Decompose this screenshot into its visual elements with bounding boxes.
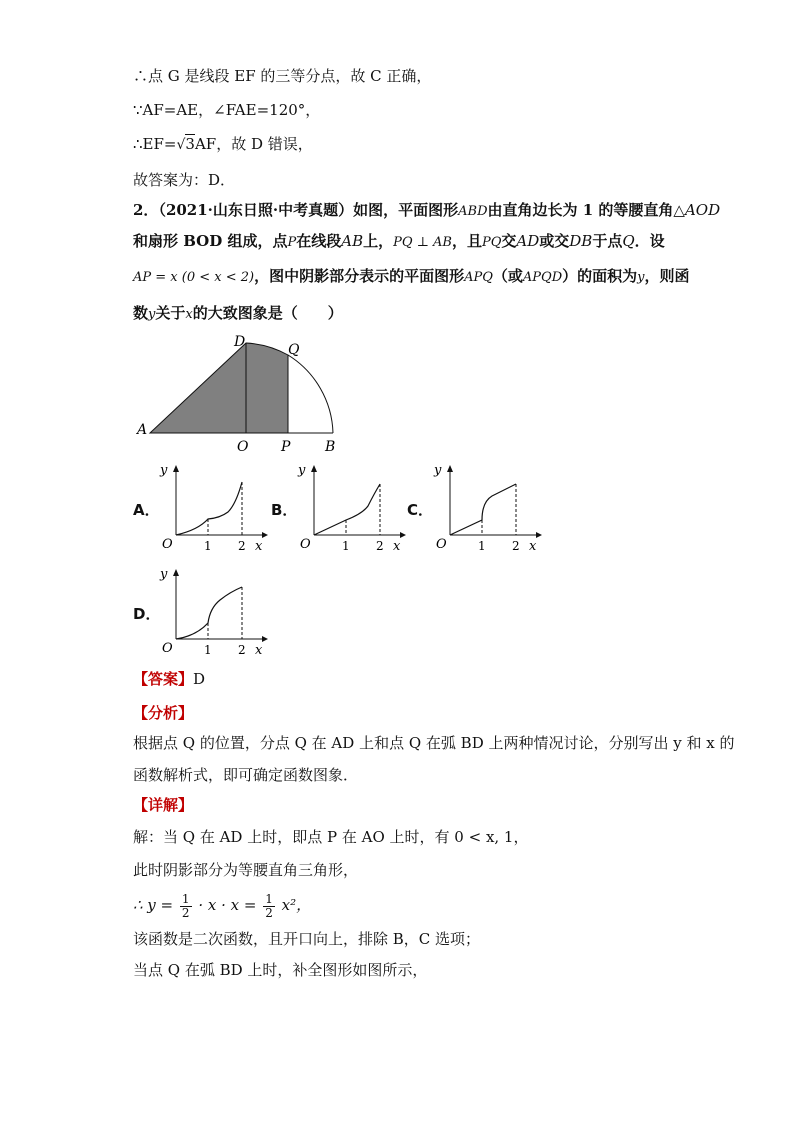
detail-line-4: 该函数是二次函数，且开口向上，排除 B，C 选项； [133,930,481,948]
detail-line-5: 当点 Q 在弧 BD 上时，补全图形如图所示， [133,961,428,979]
axis-x-label: x [255,643,263,658]
solution-line-3 [133,134,313,155]
fraction-denominator: 2 [181,905,190,920]
axis-y-label: y [434,463,442,478]
question-text: ，则函 [644,267,690,285]
question-line-2 [133,231,665,253]
math-apq: APQ [464,270,493,285]
question-text: 和扇形 BOD 组成，点 [133,232,288,250]
question-line-4 [133,303,343,325]
solution-line-3-suffix: AF，故 D 错误， [194,135,313,153]
math-ab: AB [341,232,364,250]
answer-value: D [193,670,206,688]
label-q: Q [288,342,300,358]
option-a-graph [158,462,268,554]
arc-bd [288,355,333,433]
question-text: 上， [363,232,394,250]
tick-2-label: 2 [512,539,520,553]
shaded-region [150,343,288,433]
option-a-label: A． [133,501,160,519]
origin-label: O [300,537,311,552]
axis-y-label: y [160,567,168,582]
math-y: y [148,307,156,322]
option-b-graph [296,462,406,554]
answer-line [133,669,205,689]
detail-line-2: 此时阴影部分为等腰直角三角形， [133,861,359,879]
formula-prefix: ∴ y = [133,896,174,914]
fraction-denominator: 2 [265,905,273,920]
option-d-label: D． [133,605,161,623]
math-db: DB [569,232,593,250]
tick-2-label: 2 [376,539,384,553]
question-line-3 [133,266,690,288]
math-p: P [287,235,297,250]
solution-line-1: ∴点 G 是线段 EF 的三等分点，故 C 正确， [133,67,432,85]
label-a: A [137,422,148,438]
analysis-line-1: 根据点 Q 的位置，分点 Q 在 AD 上和点 Q 在弧 BD 上两种情况讨论，分别写出 y 和 x 的 [133,734,735,752]
axis-x-label: x [529,539,537,554]
option-c-graph [432,462,542,554]
tick-2-label: 2 [238,539,246,553]
question-text: ，图中阴影部分表示的平面图形 [254,267,465,285]
answer-tag: 【答案】 [133,670,194,688]
question-text: ．设 [634,232,665,250]
question-text: ，且 [451,232,482,250]
question-line-1 [133,200,720,222]
label-d: D [234,334,246,350]
axis-x-label: x [393,539,401,554]
math-pq: PQ [481,235,502,250]
tick-1-label: 1 [204,539,212,553]
tick-1-label: 1 [342,539,350,553]
question-text: 如图，平面图形 [353,201,459,219]
formula-middle: · x · x = [198,896,257,914]
question-text: 于点 [592,232,623,250]
analysis-line-2: 函数解析式，即可确定函数图象． [133,766,359,784]
analysis-tag: 【分析】 [133,704,194,722]
analysis-tag-line [133,703,193,723]
sqrt-radicand: 3 [185,135,195,153]
option-b-label: B． [271,501,298,519]
math-q: Q [622,232,635,250]
solution-line-3-prefix: ∴EF= [133,135,177,153]
label-o: O [237,439,249,455]
label-b: B [325,439,336,455]
fraction-numerator: 1 [181,891,190,906]
math-pq-perp: PQ ⊥ AB [393,235,452,250]
math-aod: △AOD [673,201,721,219]
tick-2-label: 2 [238,643,246,657]
origin-label: O [162,537,173,552]
detail-tag: 【详解】 [133,796,194,814]
question-text: 在线段 [296,232,342,250]
option-d-graph [158,566,268,658]
math-x: x [185,307,193,322]
fraction-numerator: 1 [265,891,273,906]
solution-line-4: 故答案为：D． [133,171,236,189]
question-text: 数 [133,304,149,322]
math-ad: AD [516,232,540,250]
label-p: P [281,439,291,455]
sqrt-symbol: √ [176,137,186,153]
detail-formula [133,888,311,922]
detail-tag-line [133,795,193,815]
origin-label: O [162,641,173,656]
math-abd: ABD [458,204,488,219]
axis-y-label: y [160,463,168,478]
math-ap-expr: AP = x (0 < x < 2) [133,270,255,285]
question-text: ）的面积为 [562,267,638,285]
tick-1-label: 1 [204,643,212,657]
axis-y-label: y [298,463,306,478]
question-source: （2021·山东日照·中考真题） [158,201,354,219]
fraction-2 [263,893,275,920]
question-text: 由直角边长为 1 的等腰直角 [487,201,674,219]
question-text: （或 [492,267,523,285]
origin-label: O [436,537,447,552]
math-apqd: APQD [522,270,563,285]
tick-1-label: 1 [478,539,486,553]
question-text: 或交 [539,232,570,250]
option-c-label: C． [407,501,434,519]
question-text: 交 [501,232,517,250]
formula-suffix: x²， [281,896,312,914]
question-number: 2． [133,201,159,219]
solution-line-2: ∵AF=AE，∠FAE=120°， [133,101,321,119]
fraction-1 [180,893,192,920]
math-y: y [637,270,645,285]
question-text: 关于 [155,304,186,322]
question-text: 的大致图象是（ ） [192,304,343,322]
geometry-figure [130,330,350,455]
detail-line-1: 解：当 Q 在 AD 上时，即点 P 在 AO 上时，有 0 < x, 1， [133,828,529,846]
axis-x-label: x [255,539,263,554]
